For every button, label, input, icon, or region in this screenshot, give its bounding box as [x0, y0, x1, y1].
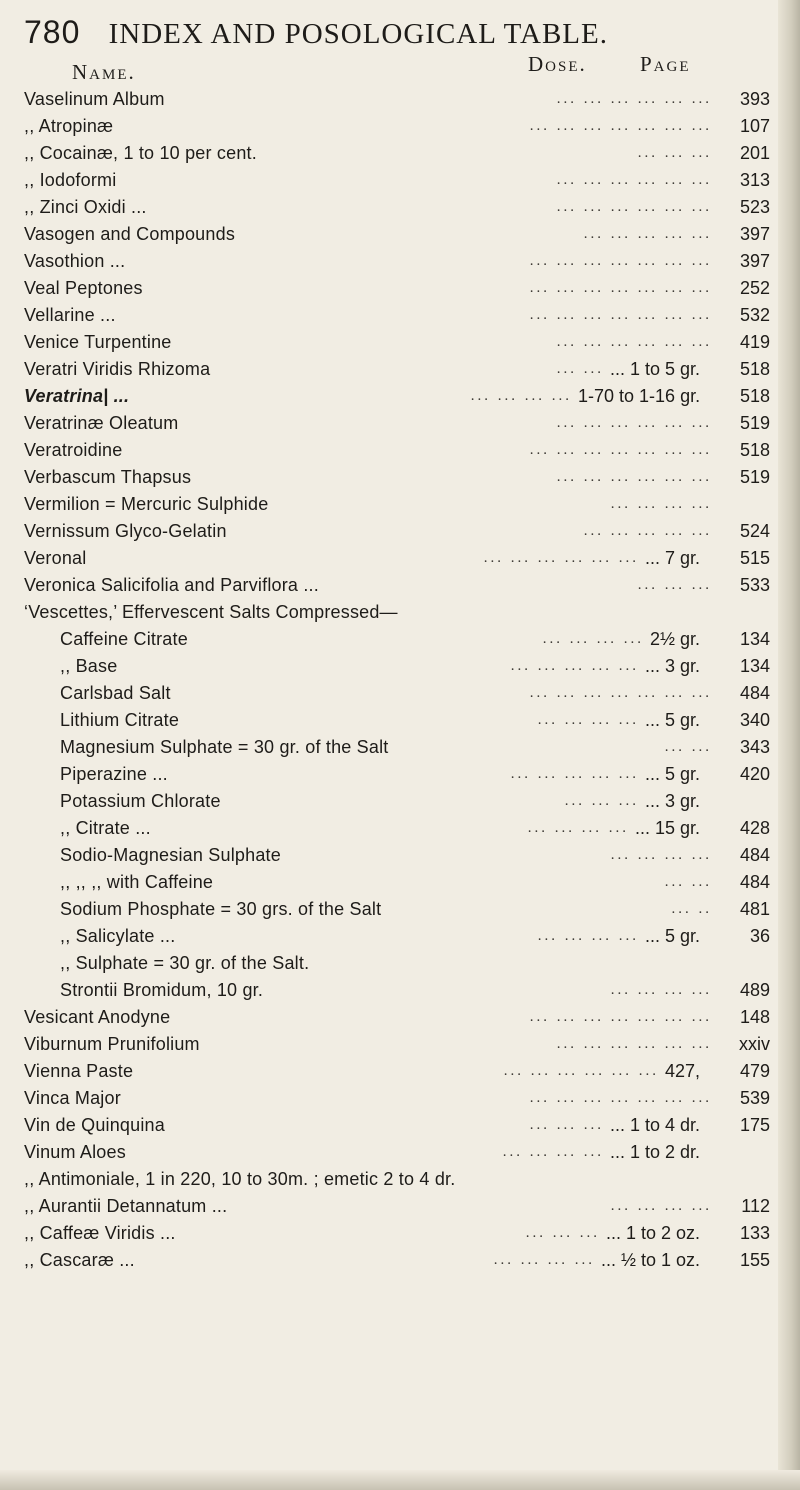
entry-name: Veratrina| ... [24, 386, 130, 406]
entry-name: ,, Citrate ... [60, 818, 151, 838]
entry-dose: ... 1 to 2 oz. [606, 1223, 701, 1243]
index-entry [0, 167, 800, 194]
index-entry [0, 1058, 800, 1085]
index-entry [0, 1220, 800, 1247]
entry-dose: ... 5 gr. [645, 764, 701, 784]
dot-leader: ... ... [556, 361, 604, 377]
entry-page: 393 [739, 89, 770, 109]
entry-page: 515 [739, 548, 770, 568]
entry-name: ,, Aurantii Detannatum ... [24, 1196, 228, 1216]
entry-name: ,, Iodoformi [24, 170, 117, 190]
dot-leader: ... ... ... ... ... ... ... [529, 118, 712, 134]
index-entry [0, 1085, 800, 1112]
dot-leader: ... ... ... ... ... ... [556, 199, 712, 215]
entry-name: ,, Cocainæ, 1 to 10 per cent. [24, 143, 257, 163]
index-entry [0, 248, 800, 275]
column-header-name: Name. [72, 60, 136, 84]
entry-dose: 1-70 to 1-16 gr. [578, 386, 701, 406]
dot-leader: ... ... ... ... [610, 847, 712, 863]
entry-page: 134 [739, 629, 770, 649]
entry-name: Vinum Aloes [24, 1142, 126, 1162]
entry-dose: 427, [665, 1061, 701, 1081]
entry-page: 489 [739, 980, 770, 1000]
entry-dose: ... 5 gr. [645, 710, 701, 730]
entry-name: ,, Caffeæ Viridis ... [24, 1223, 176, 1243]
entry-name: Vasogen and Compounds [24, 224, 236, 244]
index-entry [0, 680, 800, 707]
dot-leader: ... ... ... [637, 145, 712, 161]
entry-page: xxiv [739, 1034, 770, 1054]
entry-page: 479 [739, 1061, 770, 1081]
entry-name: Caffeine Citrate [60, 629, 188, 649]
index-entry [0, 194, 800, 221]
dot-leader: ... ... ... ... ... ... ... [529, 307, 712, 323]
entry-page: 252 [739, 278, 770, 298]
entry-name: ,, Salicylate ... [60, 926, 176, 946]
entry-name: Sodio-Magnesian Sulphate [60, 845, 281, 865]
entry-page: 518 [739, 386, 770, 406]
entry-page: 481 [739, 899, 770, 919]
index-entry [0, 491, 800, 518]
entry-page: 524 [739, 521, 770, 541]
index-entry [0, 140, 800, 167]
index-entry [0, 464, 800, 491]
dot-leader: ... ... ... ... [610, 1198, 712, 1214]
dot-leader: ... ... ... ... [537, 712, 639, 728]
entry-page: 107 [739, 116, 770, 136]
entry-dose: ... 5 gr. [645, 926, 701, 946]
dot-leader: ... ... ... ... ... [510, 766, 639, 782]
dot-leader: ... ... ... ... ... [510, 658, 639, 674]
dot-leader: ... ... ... [637, 577, 712, 593]
index-entry [0, 302, 800, 329]
entry-name: Vaselinum Album [24, 89, 165, 109]
index-entry [0, 923, 800, 950]
dot-leader: ... ... ... ... ... ... ... [529, 280, 712, 296]
index-entry [0, 1139, 800, 1166]
entry-name: Lithium Citrate [60, 710, 180, 730]
entry-dose: ... 15 gr. [635, 818, 701, 838]
index-entry [0, 707, 800, 734]
dot-leader: ... ... ... ... [493, 1252, 595, 1268]
dot-leader: ... ... ... ... [610, 982, 712, 998]
entry-page: 36 [749, 926, 770, 946]
dot-leader: ... .. [671, 901, 712, 917]
entry-name: ‘Vescettes,’ Effervescent Salts Compressed— [24, 602, 398, 622]
entry-page: 519 [739, 467, 770, 487]
entry-page: 533 [739, 575, 770, 595]
page-title: INDEX AND POSOLOGICAL TABLE. [108, 18, 608, 50]
entry-page: 518 [739, 359, 770, 379]
dot-leader: ... ... ... ... ... ... [556, 469, 712, 485]
dot-leader: ... ... ... [564, 793, 639, 809]
entry-dose: ... 1 to 2 dr. [610, 1142, 701, 1162]
index-entry [0, 1031, 800, 1058]
entry-name: Sodium Phosphate = 30 grs. of the Salt [60, 899, 382, 919]
page-bottom-shadow [0, 1470, 800, 1490]
index-entry [0, 815, 800, 842]
entry-page: 175 [739, 1115, 770, 1135]
entry-name: Viburnum Prunifolium [24, 1034, 200, 1054]
index-entries [0, 86, 800, 1274]
index-entry [0, 1166, 800, 1193]
entry-name: Vasothion ... [24, 251, 126, 271]
index-entry [0, 950, 800, 977]
entry-name: Potassium Chlorate [60, 791, 221, 811]
index-entry [0, 626, 800, 653]
dot-leader: ... ... ... ... ... ... ... [529, 442, 712, 458]
index-entry [0, 977, 800, 1004]
entry-page: 419 [739, 332, 770, 352]
dot-leader: ... ... ... ... [537, 928, 639, 944]
entry-page: 532 [739, 305, 770, 325]
index-entry [0, 1247, 800, 1274]
index-entry [0, 383, 800, 410]
entry-page: 519 [739, 413, 770, 433]
entry-dose: ... 1 to 4 dr. [610, 1115, 701, 1135]
dot-leader: ... ... ... ... ... ... [556, 415, 712, 431]
dot-leader: ... ... ... ... ... ... ... [529, 685, 712, 701]
entry-dose: 2½ gr. [650, 629, 701, 649]
entry-name: ,, Antimoniale, 1 in 220, 10 to 30m. ; emetic 2 to 4 dr. [24, 1169, 456, 1189]
entry-page: 155 [739, 1250, 770, 1270]
entry-page: 397 [739, 251, 770, 271]
index-entry [0, 572, 800, 599]
entry-page: 133 [739, 1223, 770, 1243]
dot-leader: ... ... ... ... [470, 388, 572, 404]
entry-page: 112 [741, 1196, 770, 1216]
entry-page: 201 [739, 143, 770, 163]
entry-name: Veronal [24, 548, 87, 568]
entry-name: Veronica Salicifolia and Parviflora ... [24, 575, 319, 595]
entry-name: Vellarine ... [24, 305, 116, 325]
entry-page: 484 [739, 872, 770, 892]
dot-leader: ... ... ... [529, 1117, 604, 1133]
dot-leader: ... ... ... ... [542, 631, 644, 647]
index-entry [0, 518, 800, 545]
entry-name: ,, Atropinæ [24, 116, 114, 136]
entry-name: Veal Peptones [24, 278, 143, 298]
dot-leader: ... ... ... ... ... [583, 523, 712, 539]
dot-leader: ... ... ... ... [527, 820, 629, 836]
index-entry [0, 437, 800, 464]
index-entry [0, 869, 800, 896]
dot-leader: ... ... ... ... ... ... [556, 1036, 712, 1052]
dot-leader: ... ... ... ... ... ... [503, 1063, 659, 1079]
entry-page: 340 [739, 710, 770, 730]
entry-dose: ... 3 gr. [645, 791, 701, 811]
index-entry [0, 599, 800, 626]
dot-leader: ... ... ... ... ... ... [483, 550, 639, 566]
entry-page: 313 [739, 170, 770, 190]
index-entry [0, 86, 800, 113]
index-entry [0, 788, 800, 815]
entry-name: Carlsbad Salt [60, 683, 171, 703]
page-number: 780 [24, 14, 81, 50]
index-entry [0, 113, 800, 140]
entry-dose: ... 1 to 5 gr. [610, 359, 701, 379]
entry-name: Veratri Viridis Rhizoma [24, 359, 211, 379]
entry-page: 420 [739, 764, 770, 784]
entry-name: Vermilion = Mercuric Sulphide [24, 494, 269, 514]
entry-name: Vin de Quinquina [24, 1115, 165, 1135]
entry-name: Vienna Paste [24, 1061, 134, 1081]
dot-leader: ... ... [664, 739, 712, 755]
entry-name: Magnesium Sulphate = 30 gr. of the Salt [60, 737, 389, 757]
index-entry [0, 545, 800, 572]
entry-name: Verbascum Thapsus [24, 467, 192, 487]
index-entry [0, 356, 800, 383]
entry-page: 523 [739, 197, 770, 217]
entry-page: 397 [739, 224, 770, 244]
index-entry [0, 896, 800, 923]
index-entry [0, 221, 800, 248]
dot-leader: ... ... ... ... ... ... [556, 172, 712, 188]
entry-page: 518 [739, 440, 770, 460]
entry-name: Vernissum Glyco-Gelatin [24, 521, 227, 541]
entry-dose: ... ½ to 1 oz. [601, 1250, 701, 1270]
page-header [24, 14, 608, 51]
entry-name: ,, Zinci Oxidi ... [24, 197, 147, 217]
dot-leader: ... ... ... ... [502, 1144, 604, 1160]
entry-page: 539 [739, 1088, 770, 1108]
index-entry [0, 1112, 800, 1139]
dot-leader: ... ... ... ... [610, 496, 712, 512]
index-entry [0, 842, 800, 869]
index-entry [0, 734, 800, 761]
index-entry [0, 653, 800, 680]
dot-leader: ... ... [664, 874, 712, 890]
entry-name: Piperazine ... [60, 764, 168, 784]
dot-leader: ... ... ... ... ... ... [556, 91, 712, 107]
entry-page: 484 [739, 845, 770, 865]
entry-name: ,, ,, ,, with Caffeine [60, 872, 214, 892]
entry-page: 428 [739, 818, 770, 838]
entry-page: 148 [739, 1007, 770, 1027]
dot-leader: ... ... ... [525, 1225, 600, 1241]
entry-name: Vesicant Anodyne [24, 1007, 171, 1027]
index-entry [0, 1004, 800, 1031]
entry-name: Venice Turpentine [24, 332, 172, 352]
entry-page: 134 [739, 656, 770, 676]
index-entry [0, 761, 800, 788]
entry-name: ,, Base [60, 656, 118, 676]
column-header-dose: Dose. [528, 52, 587, 76]
entry-name: Veratrinæ Oleatum [24, 413, 179, 433]
dot-leader: ... ... ... ... ... ... [556, 334, 712, 350]
entry-dose: ... 3 gr. [645, 656, 701, 676]
index-entry [0, 275, 800, 302]
index-entry [0, 410, 800, 437]
dot-leader: ... ... ... ... ... [583, 226, 712, 242]
index-entry [0, 1193, 800, 1220]
dot-leader: ... ... ... ... ... ... ... [529, 1009, 712, 1025]
entry-page: 484 [739, 683, 770, 703]
dot-leader: ... ... ... ... ... ... ... [529, 253, 712, 269]
column-header-page: Page [640, 52, 691, 76]
entry-name: ,, Sulphate = 30 gr. of the Salt. [60, 953, 310, 973]
entry-name: Vinca Major [24, 1088, 121, 1108]
entry-name: Veratroidine [24, 440, 123, 460]
index-entry [0, 329, 800, 356]
entry-page: 343 [739, 737, 770, 757]
entry-dose: ... 7 gr. [645, 548, 701, 568]
entry-name: Strontii Bromidum, 10 gr. [60, 980, 264, 1000]
dot-leader: ... ... ... ... ... ... ... [529, 1090, 712, 1106]
entry-name: ,, Cascaræ ... [24, 1250, 135, 1270]
